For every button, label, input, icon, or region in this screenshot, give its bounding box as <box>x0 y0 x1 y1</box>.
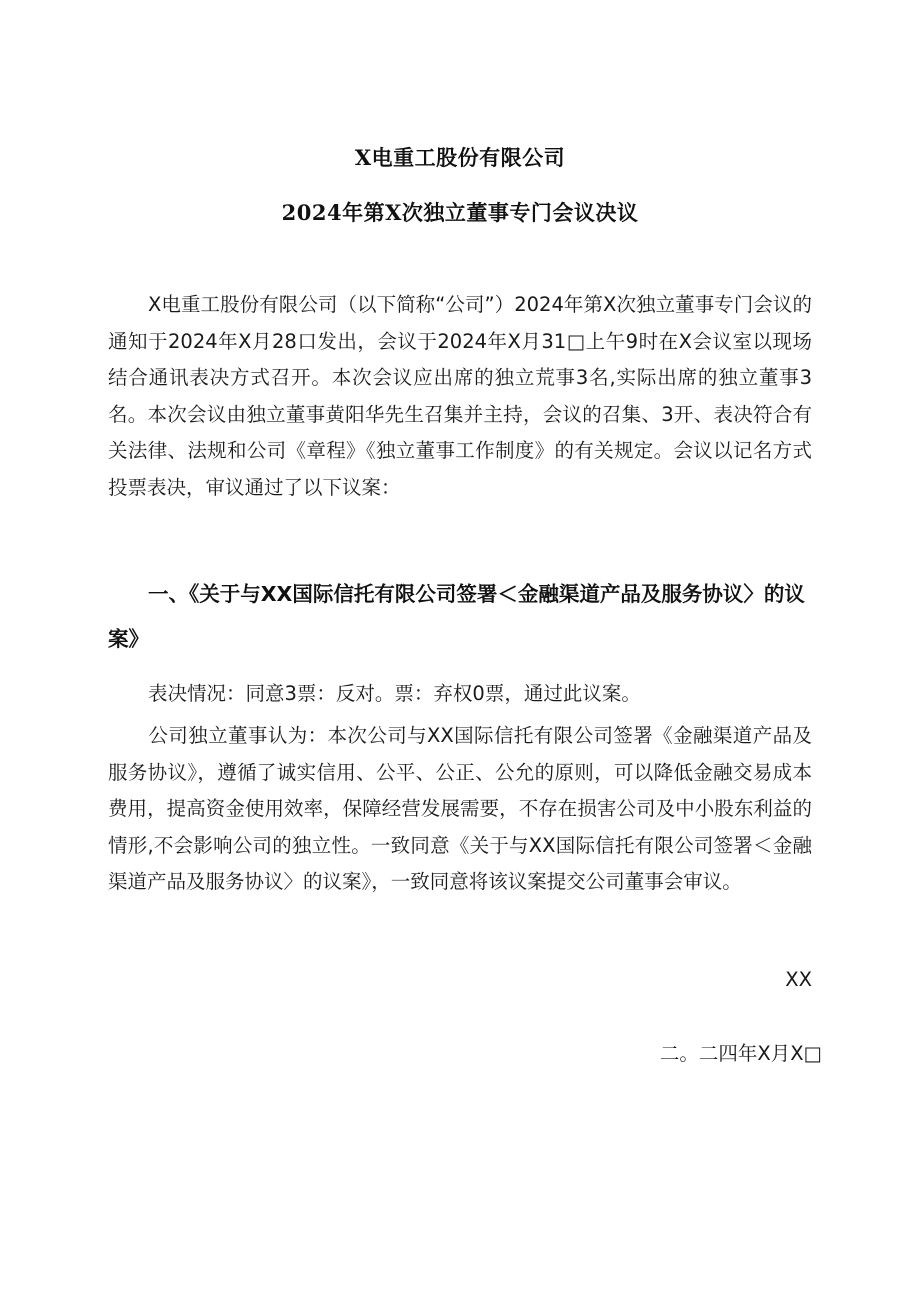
vote-result <box>108 676 812 713</box>
item-heading-text: 一、《关于与XX国际信托有限公司签署＜金融渠道产品及服务协议〉的议案》 <box>108 582 805 651</box>
intro-paragraph <box>108 287 812 506</box>
signature: XX <box>785 968 812 991</box>
opinion-text: 公司独立董事认为：本次公司与XX国际信托有限公司签署《金融渠道产品及服务协议》，遵循了诚实信用、公平、公正、公允的原则，可以降低金融交易成本费用，提高资金使用效率，保障经营发展需要，不存在损害公司及中小股东利益的情形,不会影响公司的独立性。一致同意《关于与XX国际信托有限公司签署＜金融渠道产品及服务协议〉的议案》，一致同意将该议案提交公司董事会审议。 <box>108 724 812 893</box>
intro-text: X电重工股份有限公司（以下简称“公司”）2024年第X次独立董事专门会议的通知于2024年X月28口发出，会议于2024年X月31□上午9时在X会议室以现场结合通讯表决方式召开。本次会议应出席的独立荒事3名,实际出席的独立董事3名。本次会议由独立董事黄阳华先生召集并主持，会议的召集、3开、表决符合有关法律、法规和公司《章程》《独立董事工作制度》的有关规定。会议以记名方式投票表决，审议通过了以下议案： <box>108 293 812 499</box>
document-date: 二。二四年X月X□ <box>659 1042 822 1065</box>
opinion-paragraph <box>108 718 812 901</box>
vote-result-text: 表决情况：同意3票：反对。票：弃权0票，通过此议案。 <box>148 682 641 705</box>
item-heading <box>108 572 820 662</box>
meeting-title: 2024年第X次独立董事专门会议决议 <box>281 200 639 225</box>
company-title: X电重工股份有限公司 <box>354 145 566 170</box>
